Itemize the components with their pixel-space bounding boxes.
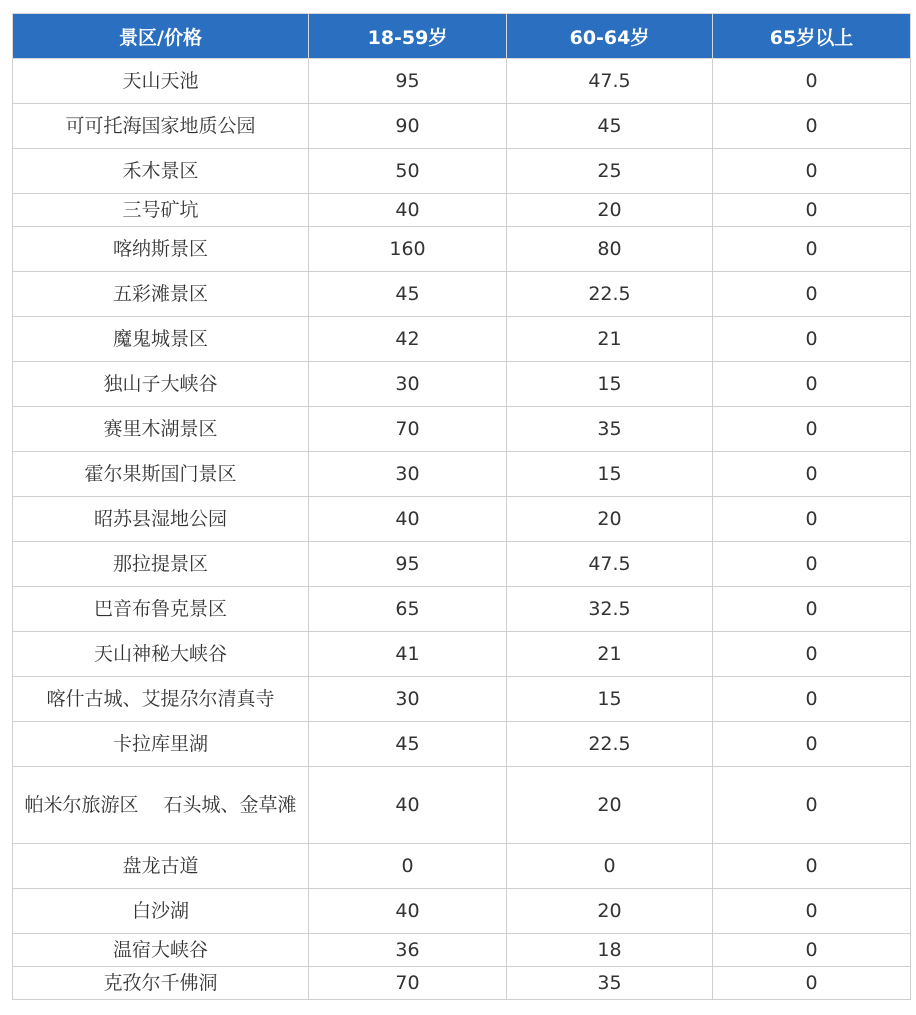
price-65-plus-cell: 0: [713, 317, 911, 362]
scenic-name-cell: 昭苏县湿地公园: [13, 497, 309, 542]
table-row: [13, 407, 911, 452]
scenic-name-cell: 喀什古城、艾提尕尔清真寺: [13, 677, 309, 722]
price-65-plus-cell: 0: [713, 194, 911, 227]
price-65-plus-cell: 0: [713, 497, 911, 542]
table-row: [13, 889, 911, 934]
price-60-64-cell: 80: [507, 227, 713, 272]
price-18-59-cell: 40: [309, 497, 507, 542]
price-60-64-cell: 22.5: [507, 722, 713, 767]
table-row: [13, 362, 911, 407]
price-65-plus-cell: 0: [713, 722, 911, 767]
table-row: [13, 632, 911, 677]
price-18-59-cell: 65: [309, 587, 507, 632]
header-scenic: 景区/价格: [13, 14, 309, 59]
scenic-name-cell: 白沙湖: [13, 889, 309, 934]
price-18-59-cell: 0: [309, 844, 507, 889]
price-65-plus-cell: 0: [713, 59, 911, 104]
price-65-plus-cell: 0: [713, 272, 911, 317]
price-18-59-cell: 30: [309, 362, 507, 407]
table-row: [13, 844, 911, 889]
scenic-name-cell: 天山天池: [13, 59, 309, 104]
price-65-plus-cell: 0: [713, 362, 911, 407]
scenic-name-cell: 盘龙古道: [13, 844, 309, 889]
table-row: [13, 104, 911, 149]
price-18-59-cell: 30: [309, 452, 507, 497]
price-60-64-cell: 47.5: [507, 59, 713, 104]
price-60-64-cell: 25: [507, 149, 713, 194]
scenic-name-cell: 可可托海国家地质公园: [13, 104, 309, 149]
scenic-name-cell: 天山神秘大峡谷: [13, 632, 309, 677]
table-row: [13, 59, 911, 104]
scenic-name-cell: 禾木景区: [13, 149, 309, 194]
price-18-59-cell: 160: [309, 227, 507, 272]
price-65-plus-cell: 0: [713, 677, 911, 722]
price-65-plus-cell: 0: [713, 227, 911, 272]
price-18-59-cell: 36: [309, 934, 507, 967]
scenic-name-cell: 五彩滩景区: [13, 272, 309, 317]
price-18-59-cell: 40: [309, 194, 507, 227]
price-60-64-cell: 15: [507, 362, 713, 407]
price-65-plus-cell: 0: [713, 587, 911, 632]
price-65-plus-cell: 0: [713, 844, 911, 889]
price-60-64-cell: 18: [507, 934, 713, 967]
header-age-65-plus: 65岁以上: [713, 14, 911, 59]
price-65-plus-cell: 0: [713, 149, 911, 194]
price-60-64-cell: 21: [507, 632, 713, 677]
scenic-name-cell: 那拉提景区: [13, 542, 309, 587]
price-60-64-cell: 0: [507, 844, 713, 889]
price-60-64-cell: 32.5: [507, 587, 713, 632]
table-row: [13, 587, 911, 632]
header-age-60-64: 60-64岁: [507, 14, 713, 59]
scenic-name-cell: 赛里木湖景区: [13, 407, 309, 452]
price-18-59-cell: 50: [309, 149, 507, 194]
scenic-price-table: [12, 13, 911, 1000]
price-60-64-cell: 20: [507, 497, 713, 542]
header-row: [13, 14, 911, 59]
table-row: [13, 722, 911, 767]
price-65-plus-cell: 0: [713, 967, 911, 1000]
price-18-59-cell: 45: [309, 722, 507, 767]
price-60-64-cell: 35: [507, 407, 713, 452]
price-65-plus-cell: 0: [713, 934, 911, 967]
scenic-name-cell: 独山子大峡谷: [13, 362, 309, 407]
table-row: [13, 149, 911, 194]
scenic-name-cell: 霍尔果斯国门景区: [13, 452, 309, 497]
price-60-64-cell: 22.5: [507, 272, 713, 317]
price-18-59-cell: 70: [309, 967, 507, 1000]
price-65-plus-cell: 0: [713, 407, 911, 452]
price-60-64-cell: 45: [507, 104, 713, 149]
price-65-plus-cell: 0: [713, 767, 911, 844]
price-60-64-cell: 21: [507, 317, 713, 362]
scenic-name-cell: 卡拉库里湖: [13, 722, 309, 767]
price-60-64-cell: 20: [507, 889, 713, 934]
price-65-plus-cell: 0: [713, 889, 911, 934]
scenic-name-cell: 帕米尔旅游区 石头城、金草滩: [13, 767, 309, 844]
table-row: [13, 497, 911, 542]
price-18-59-cell: 90: [309, 104, 507, 149]
price-60-64-cell: 15: [507, 452, 713, 497]
price-60-64-cell: 35: [507, 967, 713, 1000]
price-18-59-cell: 30: [309, 677, 507, 722]
table-row: [13, 934, 911, 967]
table-row: [13, 272, 911, 317]
price-18-59-cell: 40: [309, 889, 507, 934]
price-65-plus-cell: 0: [713, 632, 911, 677]
scenic-name-cell: 克孜尔千佛洞: [13, 967, 309, 1000]
price-18-59-cell: 41: [309, 632, 507, 677]
price-18-59-cell: 95: [309, 59, 507, 104]
price-18-59-cell: 70: [309, 407, 507, 452]
price-65-plus-cell: 0: [713, 104, 911, 149]
scenic-name-cell: 三号矿坑: [13, 194, 309, 227]
table-body: [13, 59, 911, 1000]
price-60-64-cell: 20: [507, 194, 713, 227]
price-60-64-cell: 15: [507, 677, 713, 722]
price-18-59-cell: 42: [309, 317, 507, 362]
price-65-plus-cell: 0: [713, 542, 911, 587]
price-table-container: [12, 13, 910, 1000]
price-18-59-cell: 40: [309, 767, 507, 844]
scenic-name-cell: 巴音布鲁克景区: [13, 587, 309, 632]
table-row: [13, 967, 911, 1000]
price-60-64-cell: 20: [507, 767, 713, 844]
scenic-name-cell: 温宿大峡谷: [13, 934, 309, 967]
scenic-name-cell: 魔鬼城景区: [13, 317, 309, 362]
price-65-plus-cell: 0: [713, 452, 911, 497]
header-age-18-59: 18-59岁: [309, 14, 507, 59]
scenic-name-cell: 喀纳斯景区: [13, 227, 309, 272]
price-18-59-cell: 95: [309, 542, 507, 587]
price-60-64-cell: 47.5: [507, 542, 713, 587]
table-row: [13, 317, 911, 362]
table-row: [13, 542, 911, 587]
price-18-59-cell: 45: [309, 272, 507, 317]
table-row: [13, 677, 911, 722]
table-row: [13, 227, 911, 272]
table-row: [13, 452, 911, 497]
table-header: [13, 14, 911, 59]
table-row: [13, 767, 911, 844]
table-row: [13, 194, 911, 227]
